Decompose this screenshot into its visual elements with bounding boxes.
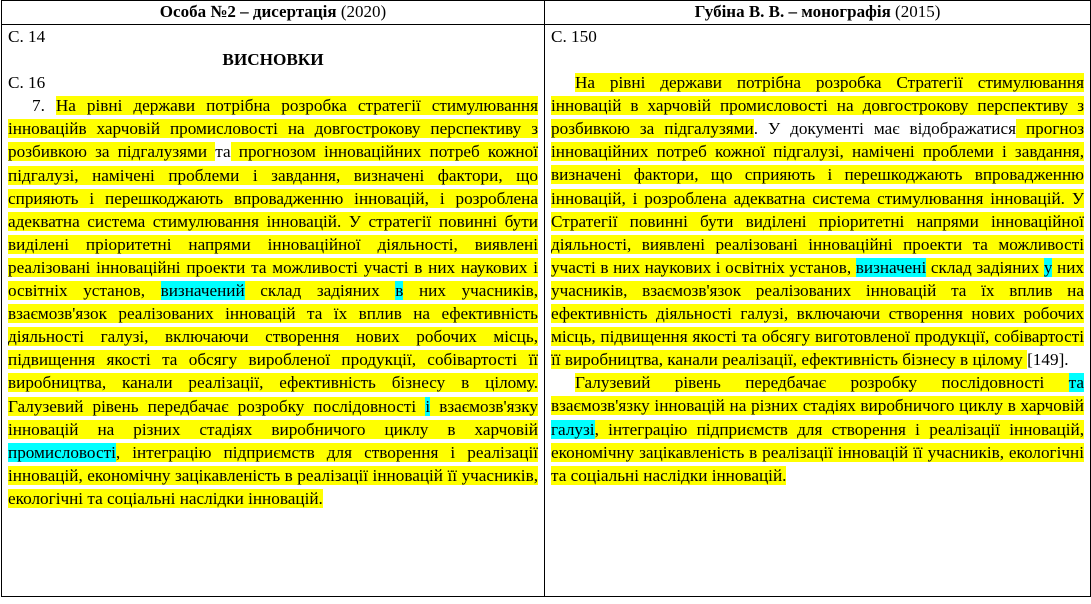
header-row (2, 1, 1091, 25)
matched-text: склад задіяних (926, 257, 1044, 277)
matched-text: На рівні держави потрібна розробка стратегії стимулювання інноваційв харчовій промисловості на довгострокову перспективу з розбивкою за підгалузями (8, 96, 539, 162)
left-header-title: Особа №2 – дисертація (159, 2, 337, 21)
modified-word: та (1068, 373, 1084, 393)
modified-word: в (395, 281, 404, 301)
left-header-year: (2020) (336, 2, 387, 21)
left-paragraph (8, 94, 538, 510)
matched-text: них учасників, взаємозв'язок реалізованих інновацій та їх вплив на ефективність діяльності галузі, включаючи створення нових робочих місць, підвищення якості та обсягу виробленої продукції, собівартості її виробництва, канали реалізації, ефективність бізнесу в цілому. Галузевий рівень передбачає розробку послідовності (8, 281, 539, 416)
modified-word: промисловості (8, 442, 116, 462)
content-row (2, 25, 1091, 597)
modified-word: і (425, 396, 431, 416)
right-column-text (545, 25, 1091, 597)
matched-text: , інтеграцію підприємств для створення і реалізації інновацій, економічну зацікавленість в реалізації інновацій її учасників, екологічні та соціальні наслідки інновацій. (551, 419, 1084, 485)
modified-word: визначені (855, 257, 927, 277)
matched-text: На рівні держави потрібна розробка Стратегії стимулювання інновацій в харчовій промисловості на довгострокову перспективу з розбивкою за підгалузями (551, 73, 1084, 139)
matched-text: взаємозв'язку інновацій на різних стадіях виробничого циклу в харчовій (8, 396, 538, 439)
right-paragraph-1 (551, 71, 1084, 371)
right-header-title: Губіна В. В. – монографія (694, 2, 891, 21)
matched-text: них учасників, взаємозв'язок реалізованих інновацій та їх вплив на ефективність діяльності галузі, включаючи створення нових робочих місць, підвищення якості та обсягу виготовленої продукції, собівартості її виробництва, канали реалізації, ефективність бізнесу в цілому (551, 257, 1084, 370)
matched-text: взаємозв'язку інновацій на різних стадіях виробничого циклу в харчовій (551, 396, 1084, 416)
modified-word: визначений (160, 281, 245, 301)
matched-text: Галузевий рівень передбачає розробку послідовності (575, 373, 1069, 393)
modified-word: галузі (551, 419, 595, 439)
inserted-text: . У документі має відображатися (753, 119, 1017, 139)
right-header-year: (2015) (890, 2, 941, 21)
right-page-ref-150: С. 150 (551, 27, 597, 46)
matched-text: , інтеграцію підприємств для створення і реалізації інновацій, економічну зацікавленість в реалізації інновацій її учасників, екологічні та соціальні наслідки інновацій. (8, 442, 538, 508)
right-paragraph-2 (551, 371, 1084, 486)
blank-line (551, 48, 1084, 71)
left-column-header (2, 1, 545, 25)
left-page-ref-14: С. 14 (8, 27, 46, 46)
left-column-text (2, 25, 545, 597)
differing-word: та (215, 142, 231, 162)
comparison-table (1, 0, 1091, 597)
right-column-header (545, 1, 1091, 25)
item-number: 7. (32, 96, 56, 116)
citation-ref: [149]. (1027, 350, 1069, 370)
matched-text: прогнозом інноваційних потреб кожної підгалузі, намічені проблеми і завдання, визначені фактори, що сприяють і перешкоджають впровадженню інновацій, і розроблена адекватна система стимулювання інновацій. У стратегії повинні бути виділені пріоритетні напрями інноваційної діяльності, виявлені реалізовані інноваційні проекти та можливості участі в них наукових і освітніх установ, (8, 142, 538, 301)
conclusions-heading: ВИСНОВКИ (222, 50, 324, 70)
left-page-ref-16: С. 16 (8, 73, 46, 93)
matched-text: прогноз інноваційних потреб кожної підгалузі, намічені проблеми і завдання, визначені фактори, що сприяють і перешкоджають впровадженню інновацій, і розроблена адекватна система стимулювання інновацій. У Стратегії повинні бути виділені пріоритетні напрями інноваційної діяльності, виявлені реалізовані інноваційні проекти та можливості участі в них наукових і освітніх установ, (551, 119, 1084, 277)
modified-word: у (1043, 257, 1053, 277)
matched-text: склад задіяних (244, 281, 396, 301)
